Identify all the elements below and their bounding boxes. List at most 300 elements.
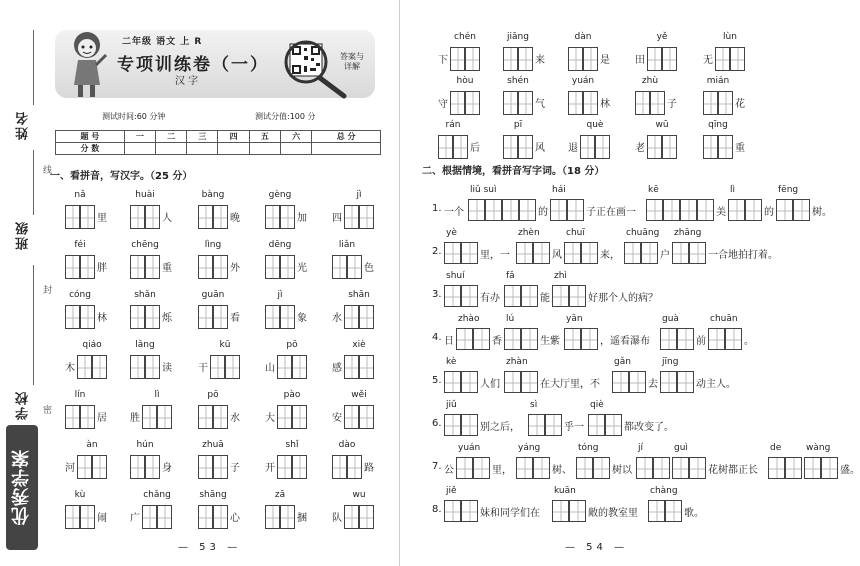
- writing-box[interactable]: [130, 455, 145, 479]
- pinyin-label: féi: [74, 240, 86, 250]
- writing-box[interactable]: [77, 455, 92, 479]
- score-input-cell[interactable]: [187, 143, 218, 155]
- pinyin-item: [703, 76, 763, 122]
- writing-box[interactable]: [450, 47, 465, 71]
- writing-box[interactable]: [80, 205, 95, 229]
- writing-box[interactable]: [518, 91, 533, 115]
- sentence-pinyin: zhāng: [674, 228, 702, 238]
- writing-box[interactable]: [635, 91, 650, 115]
- page-number-right: — 54 —: [565, 542, 629, 553]
- pinyin-item: [130, 240, 190, 286]
- writing-box[interactable]: [461, 371, 478, 393]
- writing-box[interactable]: [359, 305, 374, 329]
- writing-box[interactable]: [503, 91, 518, 115]
- writing-box[interactable]: [677, 371, 694, 393]
- char-before: 胜: [130, 413, 140, 424]
- cut-mark-seal: 封: [41, 285, 51, 294]
- sentence-pinyin: sì: [530, 400, 538, 410]
- writing-box[interactable]: [552, 500, 569, 522]
- writing-box[interactable]: [344, 205, 359, 229]
- writing-box[interactable]: [595, 135, 610, 159]
- writing-box[interactable]: [80, 255, 95, 279]
- pinyin-item: [130, 490, 190, 536]
- pinyin-label: dēng: [268, 240, 292, 250]
- writing-box[interactable]: [636, 457, 653, 479]
- score-input-cell[interactable]: [124, 143, 155, 155]
- writing-box[interactable]: [265, 255, 280, 279]
- writing-box[interactable]: [225, 355, 240, 379]
- writing-box[interactable]: [461, 285, 478, 307]
- score-input-cell[interactable]: [249, 143, 280, 155]
- writing-box[interactable]: [648, 500, 665, 522]
- writing-box[interactable]: [438, 135, 453, 159]
- writing-box[interactable]: [745, 199, 762, 221]
- pinyin-label: huài: [135, 190, 155, 200]
- pinyin-item: [130, 290, 190, 336]
- writing-box[interactable]: [292, 455, 307, 479]
- writing-box[interactable]: [646, 199, 663, 221]
- pinyin-label: lì: [154, 390, 160, 400]
- writing-box[interactable]: [280, 305, 295, 329]
- writing-box[interactable]: [465, 47, 480, 71]
- writing-box[interactable]: [718, 135, 733, 159]
- pinyin-label: gèng: [268, 190, 292, 200]
- writing-box[interactable]: [359, 505, 374, 529]
- sentence-text: 生紫: [540, 336, 560, 347]
- pinyin-label: chǎng: [143, 490, 171, 500]
- writing-box[interactable]: [77, 355, 92, 379]
- pinyin-item: [198, 240, 258, 286]
- section1-title: 一、看拼音，写汉字。（25 分）: [50, 171, 193, 182]
- pinyin-label: liǎn: [338, 240, 356, 250]
- writing-box[interactable]: [503, 135, 518, 159]
- writing-box[interactable]: [277, 355, 292, 379]
- pinyin-item: [265, 440, 325, 486]
- writing-box[interactable]: [444, 500, 461, 522]
- writing-box[interactable]: [768, 457, 785, 479]
- char-before: 开: [265, 463, 275, 474]
- writing-box[interactable]: [567, 199, 584, 221]
- writing-box[interactable]: [444, 285, 461, 307]
- writing-box[interactable]: [444, 371, 461, 393]
- writing-box[interactable]: [518, 135, 533, 159]
- pinyin-label: lín: [74, 390, 86, 400]
- writing-box[interactable]: [130, 305, 145, 329]
- sentence-row: [432, 185, 832, 218]
- writing-box[interactable]: [521, 328, 538, 350]
- writing-box[interactable]: [672, 242, 689, 264]
- writing-box[interactable]: [568, 47, 583, 71]
- writing-box[interactable]: [605, 414, 622, 436]
- pinyin-label: kū: [219, 340, 231, 350]
- sentence-pinyin: chàng: [650, 486, 678, 496]
- char-after: 胖: [97, 263, 107, 274]
- writing-box[interactable]: [485, 199, 502, 221]
- pinyin-label: bàng: [201, 190, 225, 200]
- pinyin-item: [198, 490, 258, 536]
- char-after: 心: [230, 513, 240, 524]
- char-after: 闹: [97, 513, 107, 524]
- writing-box[interactable]: [545, 414, 562, 436]
- pinyin-item: [503, 76, 563, 122]
- score-input-cell[interactable]: [280, 143, 311, 155]
- char-after: 后: [470, 143, 480, 154]
- writing-box[interactable]: [662, 135, 677, 159]
- table-cell: 二: [155, 131, 186, 143]
- sentence-text: 花树都正长: [708, 465, 758, 476]
- char-after: 重: [735, 143, 745, 154]
- writing-box[interactable]: [65, 405, 80, 429]
- pinyin-item: [703, 120, 763, 166]
- score-input-cell[interactable]: [155, 143, 186, 155]
- writing-box[interactable]: [624, 242, 641, 264]
- writing-box[interactable]: [65, 505, 80, 529]
- char-before: 水: [332, 313, 342, 324]
- writing-box[interactable]: [569, 285, 586, 307]
- pinyin-label: mián: [706, 76, 730, 86]
- writing-box[interactable]: [662, 47, 677, 71]
- writing-box[interactable]: [703, 135, 718, 159]
- writing-box[interactable]: [519, 199, 536, 221]
- sentence-text: 香: [492, 336, 502, 347]
- writing-box[interactable]: [198, 205, 213, 229]
- writing-box[interactable]: [130, 205, 145, 229]
- sentence-text: 妹和同学们在: [480, 508, 540, 519]
- cut-mark-secret: 密: [41, 405, 51, 414]
- writing-box[interactable]: [647, 47, 662, 71]
- sentence-number: 3.: [432, 289, 442, 300]
- sentence-pinyin: fēng: [778, 185, 799, 195]
- writing-box[interactable]: [465, 91, 480, 115]
- pinyin-label: chēng: [131, 240, 159, 250]
- char-after: 身: [162, 463, 172, 474]
- writing-box[interactable]: [473, 328, 490, 350]
- writing-box[interactable]: [503, 47, 518, 71]
- writing-box[interactable]: [292, 355, 307, 379]
- writing-box[interactable]: [468, 199, 485, 221]
- writing-box[interactable]: [581, 242, 598, 264]
- writing-box[interactable]: [213, 405, 228, 429]
- writing-box[interactable]: [92, 455, 107, 479]
- sentence-text: 别之后，: [480, 422, 520, 433]
- writing-box[interactable]: [347, 455, 362, 479]
- writing-box[interactable]: [533, 242, 550, 264]
- writing-box[interactable]: [552, 285, 569, 307]
- writing-box[interactable]: [265, 505, 280, 529]
- writing-box[interactable]: [641, 242, 658, 264]
- writing-box[interactable]: [715, 47, 730, 71]
- writing-box[interactable]: [672, 457, 689, 479]
- writing-box[interactable]: [697, 199, 714, 221]
- writing-box[interactable]: [280, 505, 295, 529]
- writing-box[interactable]: [145, 305, 160, 329]
- writing-box[interactable]: [265, 205, 280, 229]
- writing-box[interactable]: [521, 371, 538, 393]
- writing-box[interactable]: [130, 355, 145, 379]
- sentence-text: 能: [540, 293, 550, 304]
- sentence-text: 的: [764, 207, 774, 218]
- writing-box[interactable]: [280, 255, 295, 279]
- sentence-row: [432, 400, 792, 433]
- pinyin-label: jì: [356, 190, 362, 200]
- writing-box[interactable]: [776, 199, 793, 221]
- writing-box[interactable]: [593, 457, 610, 479]
- writing-box[interactable]: [65, 205, 80, 229]
- pinyin-label: què: [586, 120, 604, 130]
- writing-box[interactable]: [583, 47, 598, 71]
- writing-box[interactable]: [198, 455, 213, 479]
- writing-box[interactable]: [650, 91, 665, 115]
- writing-box[interactable]: [612, 371, 629, 393]
- pinyin-label: jiāng: [507, 32, 529, 42]
- writing-box[interactable]: [461, 242, 478, 264]
- sentence-number: 4.: [432, 332, 442, 343]
- writing-box[interactable]: [80, 405, 95, 429]
- writing-box[interactable]: [444, 242, 461, 264]
- writing-box[interactable]: [521, 285, 538, 307]
- writing-box[interactable]: [456, 328, 473, 350]
- writing-box[interactable]: [708, 328, 725, 350]
- sentence-row: [432, 228, 792, 261]
- writing-box[interactable]: [450, 91, 465, 115]
- writing-box[interactable]: [130, 255, 145, 279]
- writing-box[interactable]: [680, 199, 697, 221]
- writing-box[interactable]: [518, 47, 533, 71]
- sentence-text: 美: [716, 207, 726, 218]
- char-before: 大: [265, 413, 275, 424]
- writing-box[interactable]: [588, 414, 605, 436]
- sentence-row: [432, 271, 792, 304]
- writing-box[interactable]: [277, 455, 292, 479]
- writing-box[interactable]: [280, 205, 295, 229]
- sentence-pinyin: guì: [674, 443, 688, 453]
- writing-box[interactable]: [689, 457, 706, 479]
- sentence-pinyin: jīng: [662, 357, 679, 367]
- char-after: 捆: [297, 513, 307, 524]
- writing-box[interactable]: [550, 199, 567, 221]
- writing-box[interactable]: [213, 455, 228, 479]
- score-table-score-row: [56, 143, 381, 155]
- writing-box[interactable]: [516, 242, 533, 264]
- writing-box[interactable]: [665, 500, 682, 522]
- writing-box[interactable]: [332, 255, 347, 279]
- writing-box[interactable]: [580, 135, 595, 159]
- pinyin-label: shān: [348, 290, 370, 300]
- writing-box[interactable]: [660, 328, 677, 350]
- writing-box[interactable]: [213, 205, 228, 229]
- writing-box[interactable]: [145, 455, 160, 479]
- sentence-text: 人们: [480, 379, 500, 390]
- pinyin-item: [332, 290, 392, 336]
- score-table: [55, 130, 381, 155]
- writing-box[interactable]: [142, 405, 157, 429]
- writing-box[interactable]: [793, 199, 810, 221]
- writing-box[interactable]: [444, 414, 461, 436]
- pinyin-item: [65, 340, 125, 386]
- char-after: 人: [162, 213, 172, 224]
- char-after: 来: [535, 55, 545, 66]
- pinyin-item: [198, 440, 258, 486]
- pinyin-label: yě: [656, 32, 668, 42]
- class-line: [33, 150, 34, 215]
- writing-box[interactable]: [581, 328, 598, 350]
- pinyin-label: kù: [74, 490, 86, 500]
- writing-box[interactable]: [569, 500, 586, 522]
- writing-box[interactable]: [660, 371, 677, 393]
- writing-box[interactable]: [65, 255, 80, 279]
- pinyin-item: [265, 340, 325, 386]
- pinyin-item: [198, 340, 258, 386]
- sentence-pinyin: gǎn: [614, 357, 631, 367]
- writing-box[interactable]: [821, 457, 838, 479]
- score-input-cell[interactable]: [312, 143, 381, 155]
- writing-box[interactable]: [359, 205, 374, 229]
- sentence-pinyin: lì: [730, 185, 736, 195]
- writing-box[interactable]: [453, 135, 468, 159]
- sentence-pinyin: fǎ: [506, 271, 515, 281]
- sentence-pinyin: liǔ suì: [470, 185, 497, 195]
- writing-box[interactable]: [65, 305, 80, 329]
- writing-box[interactable]: [703, 91, 718, 115]
- char-after: 子: [230, 463, 240, 474]
- score-input-cell[interactable]: [218, 143, 249, 155]
- writing-box[interactable]: [142, 505, 157, 529]
- writing-box[interactable]: [198, 255, 213, 279]
- char-before: 田: [635, 55, 645, 66]
- writing-box[interactable]: [461, 500, 478, 522]
- writing-box[interactable]: [647, 135, 662, 159]
- char-before: 河: [65, 463, 75, 474]
- sentence-number: 8.: [432, 504, 442, 515]
- writing-box[interactable]: [332, 455, 347, 479]
- sentence-pinyin: de: [770, 443, 782, 453]
- writing-box[interactable]: [277, 405, 292, 429]
- sentence-text: 一个: [444, 207, 464, 218]
- page-subtitle: 汉 字: [175, 76, 199, 87]
- writing-box[interactable]: [502, 199, 519, 221]
- pinyin-item: [198, 390, 258, 436]
- writing-box[interactable]: [213, 305, 228, 329]
- writing-box[interactable]: [568, 91, 583, 115]
- char-before: 老: [635, 143, 645, 154]
- writing-box[interactable]: [213, 255, 228, 279]
- pinyin-label: hún: [136, 440, 154, 450]
- writing-box[interactable]: [198, 405, 213, 429]
- writing-box[interactable]: [785, 457, 802, 479]
- writing-box[interactable]: [653, 457, 670, 479]
- char-before: 木: [65, 363, 75, 374]
- writing-box[interactable]: [629, 371, 646, 393]
- sentence-row: [432, 443, 860, 476]
- writing-box[interactable]: [359, 405, 374, 429]
- writing-box[interactable]: [359, 355, 374, 379]
- writing-box[interactable]: [677, 328, 694, 350]
- writing-box[interactable]: [344, 355, 359, 379]
- pinyin-label: dàn: [574, 32, 592, 42]
- sentence-number: 2.: [432, 246, 442, 257]
- sentence-text: 里，一: [480, 250, 510, 261]
- writing-box[interactable]: [461, 414, 478, 436]
- pinyin-item: [130, 190, 190, 236]
- writing-box[interactable]: [145, 205, 160, 229]
- writing-box[interactable]: [725, 328, 742, 350]
- writing-box[interactable]: [728, 199, 745, 221]
- writing-box[interactable]: [663, 199, 680, 221]
- pinyin-item: [635, 76, 695, 122]
- pinyin-label: qiáo: [82, 340, 102, 350]
- pinyin-label: nǎ: [74, 190, 86, 200]
- sentence-row: [432, 486, 792, 519]
- sentence-pinyin: zhèn: [518, 228, 540, 238]
- writing-box[interactable]: [516, 457, 533, 479]
- writing-box[interactable]: [804, 457, 821, 479]
- writing-box[interactable]: [198, 505, 213, 529]
- writing-box[interactable]: [456, 457, 473, 479]
- writing-box[interactable]: [504, 328, 521, 350]
- pinyin-label: pō: [207, 390, 219, 400]
- sentence-pinyin: chuān: [710, 314, 738, 324]
- pinyin-item: [503, 120, 563, 166]
- writing-box[interactable]: [213, 505, 228, 529]
- char-after: 加: [297, 213, 307, 224]
- writing-box[interactable]: [533, 457, 550, 479]
- writing-box[interactable]: [473, 457, 490, 479]
- writing-box[interactable]: [210, 355, 225, 379]
- sentence-pinyin: shuí: [446, 271, 465, 281]
- writing-box[interactable]: [80, 305, 95, 329]
- pinyin-item: [65, 490, 125, 536]
- writing-box[interactable]: [347, 255, 362, 279]
- writing-box[interactable]: [564, 242, 581, 264]
- writing-box[interactable]: [198, 305, 213, 329]
- pinyin-item: [332, 490, 392, 536]
- writing-box[interactable]: [730, 47, 745, 71]
- pinyin-label: zhuā: [202, 440, 224, 450]
- writing-box[interactable]: [265, 305, 280, 329]
- pinyin-label: shǐ: [285, 440, 299, 450]
- writing-box[interactable]: [344, 305, 359, 329]
- writing-box[interactable]: [504, 371, 521, 393]
- writing-box[interactable]: [292, 405, 307, 429]
- pinyin-label: yuán: [571, 76, 595, 86]
- pinyin-label: zā: [274, 490, 286, 500]
- writing-box[interactable]: [689, 242, 706, 264]
- writing-box[interactable]: [528, 414, 545, 436]
- writing-box[interactable]: [564, 328, 581, 350]
- pinyin-item: [198, 190, 258, 236]
- sentence-pinyin: guà: [662, 314, 679, 324]
- writing-box[interactable]: [157, 405, 172, 429]
- writing-box[interactable]: [344, 505, 359, 529]
- pinyin-label: lǎng: [135, 340, 155, 350]
- pinyin-item: [438, 76, 498, 122]
- writing-box[interactable]: [576, 457, 593, 479]
- sentence-pinyin: qiè: [590, 400, 604, 410]
- pinyin-item: [65, 390, 125, 436]
- writing-box[interactable]: [718, 91, 733, 115]
- writing-box[interactable]: [92, 355, 107, 379]
- sentence-text: 子正在画一: [586, 207, 636, 218]
- writing-box[interactable]: [344, 405, 359, 429]
- sentence-text: 好那个人的病？: [588, 293, 658, 304]
- writing-box[interactable]: [80, 505, 95, 529]
- writing-box[interactable]: [145, 255, 160, 279]
- writing-box[interactable]: [157, 505, 172, 529]
- pinyin-label: wěi: [351, 390, 367, 400]
- writing-box[interactable]: [504, 285, 521, 307]
- writing-box[interactable]: [583, 91, 598, 115]
- writing-box[interactable]: [145, 355, 160, 379]
